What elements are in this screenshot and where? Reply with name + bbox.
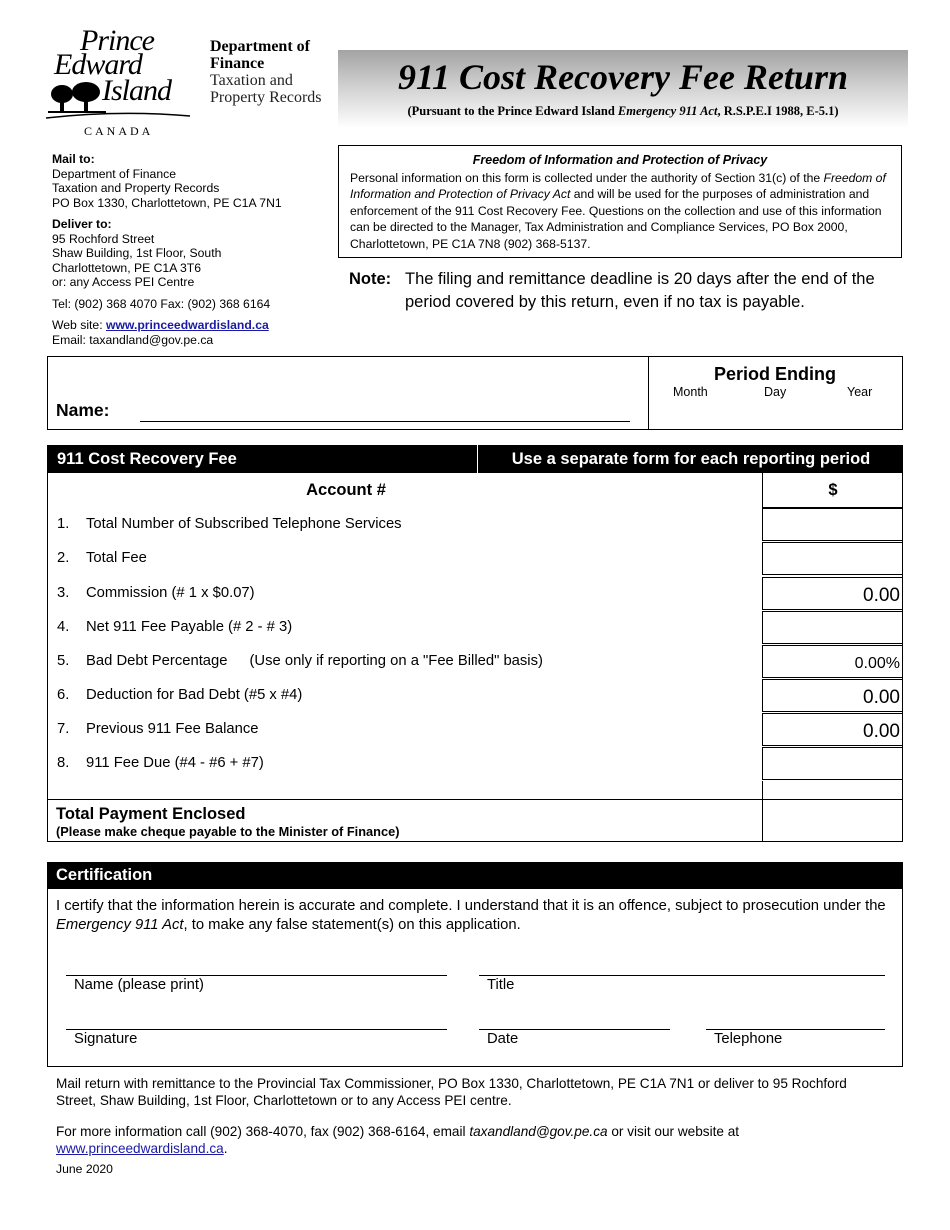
fee-table-header (47, 445, 903, 473)
certification-header (47, 862, 903, 889)
mail-line: Taxation and Property Records (52, 181, 220, 195)
dept-line4: Property Records (210, 89, 322, 106)
day-label: Day (764, 385, 787, 399)
certification-text-post: , to make any false statement(s) on this application. (183, 916, 521, 933)
website-label: Web site: (52, 318, 106, 332)
subtitle-pre: (Pursuant to the Prince Edward Island (407, 104, 618, 118)
table-row (48, 611, 902, 645)
subtitle-post: , R.S.P.E.I 1988, E-5.1) (717, 104, 839, 118)
fee-table (47, 473, 903, 842)
title-label: Title (487, 977, 515, 993)
table-row (48, 713, 902, 747)
privacy-text (339, 169, 901, 253)
amount-value: 0.00 (863, 687, 900, 708)
deliver-line: Charlottetown, PE C1A 3T6 (52, 260, 202, 275)
table-row (48, 679, 902, 713)
table-row (48, 747, 902, 781)
telephone-line[interactable] (706, 1029, 885, 1030)
privacy-title: Freedom of Information and Protection of Privacy (472, 153, 768, 167)
privacy-act: Freedom of Information and Protection of Privacy Act (350, 170, 886, 201)
fee-section-title: 911 Cost Recovery Fee (57, 450, 237, 468)
telephone-label: Telephone (714, 1031, 783, 1047)
name-print-label: Name (please print) (74, 977, 204, 993)
privacy-notice (338, 145, 902, 258)
divider (477, 445, 478, 473)
certification-text-pre: I certify that the information herein is accurate and complete. I understand that it is an offence, subject to prosecution under the (56, 898, 886, 914)
subtitle-act: Emergency 911 Act (617, 104, 718, 118)
row-description: Total Fee (86, 550, 147, 566)
mail-info (52, 152, 337, 347)
name-label: Name: (56, 400, 110, 420)
dept-line1: Department of (210, 38, 310, 55)
amount-field[interactable] (762, 508, 902, 541)
signature-line[interactable] (66, 1029, 447, 1030)
total-payment-field[interactable] (762, 800, 903, 842)
logo-word-prince: Prince (80, 24, 154, 57)
table-row (48, 577, 902, 611)
deliver-line: 95 Rochford Street (52, 231, 155, 246)
row-description: Deduction for Bad Debt (#5 x #4) (86, 687, 303, 703)
amount-field[interactable] (762, 679, 902, 712)
website-link[interactable]: www.princeedwardisland.ca (105, 318, 269, 332)
deliver-line: Shaw Building, 1st Floor, South (52, 246, 222, 260)
table-row (48, 508, 902, 542)
row-description-extra: (Use only if reporting on a "Fee Billed" basis) (249, 653, 543, 669)
form-revision-date: June 2020 (56, 1162, 113, 1176)
footer-contact-info (56, 1123, 856, 1157)
row-description-main: Bad Debt Percentage (86, 653, 228, 669)
footer-email: taxandland@gov.pe.ca (469, 1124, 608, 1139)
row-description: 911 Fee Due (#4 - #6 + #7) (86, 755, 264, 771)
department-name (210, 38, 322, 106)
footer-mail-instructions: Mail return with remittance to the Provincial Tax Commissioner, PO Box 1330, Charlottetown, PE C1A 7N1 or deliver to 95 Rochford Street, Shaw Building, 1st Floor, Charlottetown or to any Access PEI centre. (56, 1076, 847, 1108)
table-row (48, 542, 902, 576)
note-text: The filing and remittance deadline is 20 days after the end of the period covered by this return, even if no tax is payable. (405, 270, 875, 311)
note-label: Note: (349, 270, 392, 288)
name-signature-line[interactable] (66, 975, 447, 976)
row-number: 7. (57, 721, 70, 737)
footer-website-link[interactable]: www.princeedwardisland.ca (56, 1141, 224, 1156)
amount-value: 0.00% (854, 655, 900, 672)
privacy-text-post: and will be used for the purposes of administration and enforcement of the 911 Cost Recovery Fee. Questions on the collection and use of this information can be directed to the Manager, Tax Administration and Compliance Services, PO Box 2000, Charlottetown, PE C1A 7N8 (902) 368-5137. (350, 187, 882, 251)
mail-to-label: Mail to: (52, 152, 95, 166)
row-number: 8. (57, 755, 70, 771)
footer-info-end: . (223, 1141, 228, 1156)
amount-field[interactable] (762, 713, 902, 746)
amount-value: 0.00 (863, 721, 900, 742)
date-line[interactable] (479, 1029, 670, 1030)
footer-info-mid: or visit our website at (607, 1124, 740, 1139)
pei-logo (44, 26, 194, 138)
name-input-line[interactable] (140, 421, 630, 422)
amount-field[interactable] (762, 577, 902, 610)
divider (762, 781, 763, 799)
mail-line: PO Box 1330, Charlottetown, PE C1A 7N1 (52, 195, 282, 210)
logo-country: CANADA (84, 124, 154, 138)
date-label: Date (487, 1031, 519, 1047)
mail-line: Department of Finance (52, 166, 176, 181)
row-number: 4. (57, 619, 70, 635)
amount-field[interactable] (762, 611, 902, 644)
certification-title: Certification (56, 866, 153, 884)
logo-swoosh-icon (44, 110, 194, 122)
row-description: Total Number of Subscribed Telephone Services (86, 516, 402, 532)
email: Email: taxandland@gov.pe.ca (52, 332, 214, 347)
dept-line3: Taxation and (210, 72, 293, 89)
month-label: Month (673, 385, 708, 399)
row-number: 3. (57, 585, 70, 601)
name-period-box (47, 356, 903, 430)
year-label: Year (847, 385, 873, 399)
total-payment-row (48, 799, 902, 842)
row-description: Previous 911 Fee Balance (86, 721, 259, 737)
row-number: 5. (57, 653, 70, 669)
deliver-line: or: any Access PEI Centre (52, 275, 195, 289)
row-description: Commission (# 1 x $0.07) (86, 585, 255, 601)
period-ending-label: Period Ending (713, 364, 836, 384)
title-banner (338, 50, 908, 128)
signature-label: Signature (74, 1031, 138, 1047)
certification-section (47, 889, 903, 1067)
amount-value: 0.00 (863, 585, 900, 606)
website (52, 318, 337, 333)
deliver-to-label: Deliver to: (52, 217, 112, 231)
title-signature-line[interactable] (479, 975, 885, 976)
amount-column-header: $ (762, 473, 903, 508)
amount-field[interactable] (762, 747, 902, 780)
logo-word-edward: Edward (54, 48, 142, 81)
account-number-label: Account # (306, 481, 386, 499)
total-payment-label: Total Payment Enclosed (56, 805, 246, 823)
logo-word-island: Island (102, 74, 171, 107)
certification-act: Emergency 911 Act (56, 916, 184, 933)
row-number: 2. (57, 550, 70, 566)
certification-text (56, 897, 886, 934)
row-description (86, 653, 543, 669)
total-payment-note: (Please make cheque payable to the Minister of Finance) (56, 824, 400, 839)
row-number: 1. (57, 516, 70, 532)
footer-info-pre: For more information call (902) 368-4070, fax (902) 368-6164, email (56, 1124, 470, 1139)
table-row (48, 645, 902, 679)
amount-field[interactable] (762, 542, 902, 575)
privacy-text-pre: Personal information on this form is collected under the authority of Section 31(c) of the (350, 170, 824, 185)
amount-field[interactable] (762, 645, 902, 678)
row-number: 6. (57, 687, 70, 703)
row-description: Net 911 Fee Payable (# 2 - # 3) (86, 619, 293, 635)
phone-fax: Tel: (902) 368 4070 Fax: (902) 368 6164 (52, 296, 271, 311)
fee-section-instruction: Use a separate form for each reporting period (511, 450, 871, 468)
page-title: 911 Cost Recovery Fee Return (398, 57, 848, 97)
dept-line2: Finance (210, 55, 265, 72)
page-subtitle (338, 104, 908, 119)
